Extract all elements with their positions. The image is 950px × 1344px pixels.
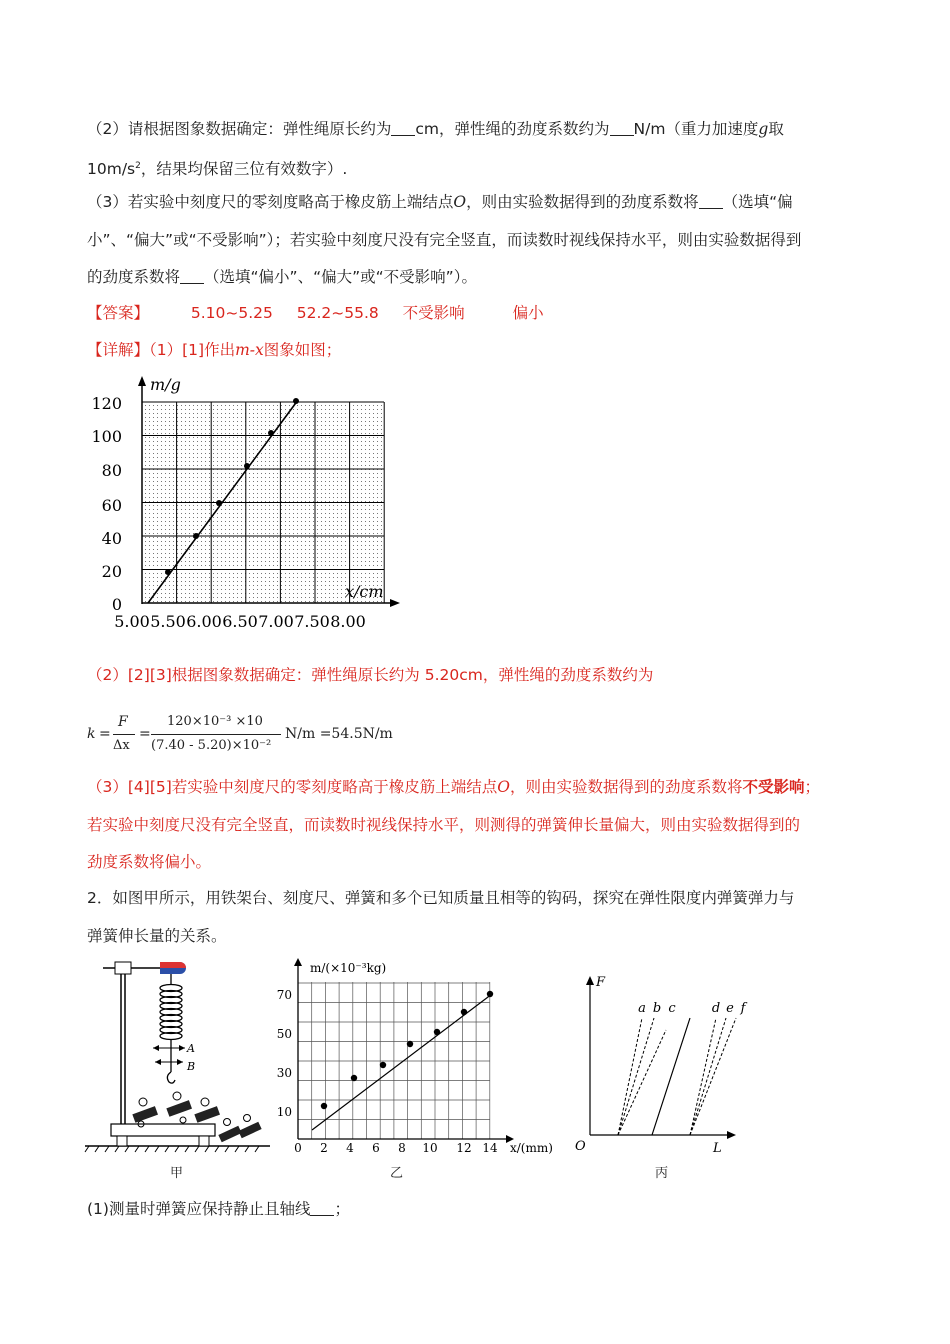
label-line-e: e	[726, 1001, 734, 1016]
question-3-line3: 的劲度系数将 （选填“偏小”、“偏大”或“不受影响”）。	[87, 268, 477, 286]
data-point	[351, 1075, 357, 1081]
label-f: F	[596, 975, 606, 990]
y-tick-30: 30	[276, 1066, 292, 1080]
data-point	[193, 533, 199, 539]
answer-label: 【答案】	[87, 304, 150, 322]
answer-3: 不受影响	[402, 304, 465, 322]
data-point	[461, 1009, 467, 1015]
y-axis-arrow	[138, 376, 146, 386]
x-tick-600: 6.00	[186, 612, 222, 631]
y-axis-label: m/(×10⁻³kg)	[310, 961, 387, 975]
x-tick-14: 14	[482, 1141, 498, 1155]
data-point	[244, 463, 250, 469]
label-line-d: d	[711, 1001, 721, 1016]
y-tick-10: 10	[276, 1105, 292, 1119]
label-line-b: b	[652, 1001, 662, 1016]
label-o: O	[575, 1139, 586, 1154]
y-tick-0: 0	[111, 595, 122, 614]
y-tick-70: 70	[276, 988, 292, 1002]
question-2-line2: $10m/s^2$，结果均保留三位有效数字）.	[87, 160, 348, 179]
x-tick-700: 7.00	[258, 612, 294, 631]
caption-bing: 丙	[655, 1166, 669, 1181]
x-tick-4: 4	[346, 1141, 354, 1155]
caption-yi: 乙	[390, 1166, 404, 1181]
data-point	[216, 500, 222, 506]
grid-lines	[298, 982, 490, 1139]
question-2-title-line1: 2．如图甲所示，用铁架台、刻度尺、弹簧和多个已知质量且相等的钩码，探究在弹性限度内弹簧弹力与	[87, 889, 795, 907]
label-line-f: f	[740, 1001, 746, 1016]
y-tick-40: 40	[101, 529, 122, 548]
x-tick-10: 10	[422, 1141, 438, 1155]
caption-jia: 甲	[170, 1166, 184, 1181]
answer-blank	[699, 194, 723, 209]
data-points	[321, 991, 493, 1109]
answer-2: 52.2~55.8	[296, 304, 379, 322]
answer-1: 5.10~5.25	[190, 304, 273, 322]
question-3-line2: 小”、“偏大”或“不受影响”）；若实验中刻度尺没有完全竖直，而读数时视线保持水平，则由实验数据得到	[87, 231, 802, 249]
x-axis-arrow	[390, 599, 400, 607]
question-2-title-line2: 弹簧伸长量的关系。	[87, 927, 227, 945]
answer-blank	[180, 269, 204, 284]
x-tick-12: 12	[456, 1141, 472, 1155]
spring-graph	[270, 952, 560, 1157]
detail-line: 【详解】（1）[1]作出m-x图象如图；	[87, 341, 342, 359]
y-tick-120: 120	[91, 394, 122, 413]
data-point	[293, 398, 299, 404]
answer-4: 偏小	[512, 304, 544, 322]
y-tick-20: 20	[101, 562, 122, 581]
label-line-c: c	[668, 1001, 676, 1016]
x-tick-650: 6.50	[222, 612, 258, 631]
label-b: B	[187, 1060, 196, 1073]
x-tick-550: 5.50	[150, 612, 186, 631]
sub-question-1: (1)测量时弹簧应保持静止且轴线 ；	[87, 1200, 350, 1218]
data-point	[268, 430, 274, 436]
stiffness-formula: k = F Δx = 120×10⁻³ ×10 (7.40 - 5.20)×10⁻² N/m =54.5N/m	[87, 714, 393, 753]
y-tick-80: 80	[101, 461, 122, 480]
label-l: L	[713, 1141, 722, 1156]
question-2-line1: （2）请根据图象数据确定：弹性绳原长约为 cm，弹性绳的劲度系数约为 N/m（重力加速度g取	[87, 120, 784, 138]
answer-blank	[310, 1201, 334, 1216]
answer-line	[87, 302, 544, 324]
x-tick-750: 7.50	[294, 612, 330, 631]
x-tick-500: 5.00	[114, 612, 150, 631]
detail-2: （2）[2][3]根据图象数据确定：弹性绳原长约为 5.20cm，弹性绳的劲度系数约为	[87, 666, 654, 684]
answer-blank	[391, 121, 415, 136]
label-line-a: a	[638, 1001, 646, 1016]
y-axis-label: m/g	[150, 375, 181, 394]
y-tick-100: 100	[91, 427, 122, 446]
data-point	[380, 1062, 386, 1068]
x-tick-6: 6	[372, 1141, 380, 1155]
detail-3: （3）[4][5]若实验中刻度尺的零刻度略高于橡皮筋上端结点O，则由实验数据得到的劲度系数将不受影响；	[87, 778, 821, 796]
data-point	[165, 569, 171, 575]
data-point	[407, 1041, 413, 1047]
question-3-line1: （3）若实验中刻度尺的零刻度略高于橡皮筋上端结点O，则由实验数据得到的劲度系数将 （选填“偏	[87, 193, 793, 211]
x-tick-0: 0	[294, 1141, 302, 1155]
detail-5: 劲度系数将偏小。	[87, 853, 212, 871]
x-axis-label: x/(mm)	[510, 1141, 553, 1155]
y-axis-arrow	[294, 958, 302, 966]
data-point	[434, 1029, 440, 1035]
x-tick-8: 8	[398, 1141, 406, 1155]
detail-label: 【详解】	[87, 341, 150, 359]
f-l-graph	[570, 960, 750, 1160]
x-tick-2: 2	[320, 1141, 328, 1155]
answer-blank	[610, 121, 634, 136]
data-point	[321, 1103, 327, 1109]
detail-4: 若实验中刻度尺没有完全竖直，而读数时视线保持水平，则测得的弹簧伸长量偏大，则由实验数据得到的	[87, 816, 801, 834]
label-a: A	[187, 1042, 195, 1055]
data-point	[487, 991, 493, 997]
mx-graph	[91, 372, 400, 634]
x-tick-800: 8.00	[330, 612, 366, 631]
y-tick-60: 60	[101, 496, 122, 515]
x-axis-label: x/cm	[345, 582, 384, 601]
apparatus-figure	[85, 952, 270, 1157]
y-tick-50: 50	[276, 1027, 292, 1041]
